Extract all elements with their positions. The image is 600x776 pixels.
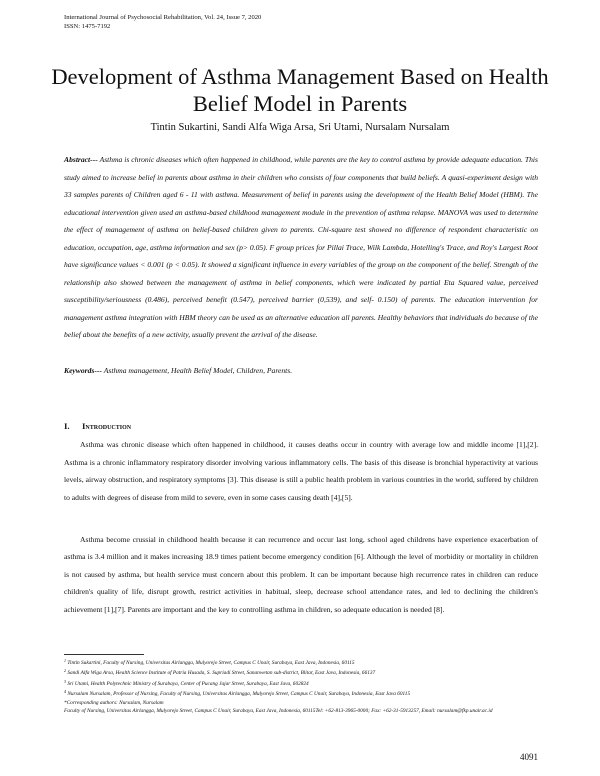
- page-number: 4091: [520, 752, 538, 762]
- footnotes: [64, 657, 538, 715]
- journal-issn: ISSN: 1475-7192: [64, 23, 111, 30]
- journal-header: [64, 13, 261, 31]
- footnote: $^2$ Sandi Alfa Wiga Arsa, Health Science Institute of Patria Husada, S. Supriadi Street, Sananwetan sub-district, Blitar, East Java, Indonesia, 66137: [64, 668, 376, 677]
- corresponding-author: *Corresponding authors: Nursalam, Nursalam: [64, 699, 164, 706]
- paper-title: Development of Asthma Management Based on Health Belief Model in Parents: [51, 64, 549, 116]
- section-title: Introduction: [82, 421, 132, 431]
- abstract: [64, 151, 538, 344]
- corresponding-address: Faculty of Nursing, Universitas Airlangga, Mulyorejo Street, Campus C Unair, Surabaya, East Java, Indonesia, 60115Tel: +62-813-3965-0000; Fax: +62-31-5913257, Email: nursalam@fkp.unair.ac.id: [64, 708, 493, 715]
- section-heading: [64, 420, 131, 432]
- footnote: $^1$ Tintin Sukartini, Faculty of Nursing, Universitas Airlangga, Mulyorejo Street, Campus C Unair, Surabaya, East Java, Indonesia, 60115: [64, 658, 355, 666]
- footnote: $^4$ Nursalam Nursalam, Professor of Nursing, Faculty of Nursing, Universitas Airlangga, Mulyorejo Street, Campus C Unair, Surabaya, Indonesia, East Java 60115: [64, 689, 411, 698]
- abstract-text: Asthma is chronic diseases which often happened in childhood, while parents are the key to control asthma by provide adequate education. This study aimed to increase belief in parents about asthma in their children who consists of four components that build beliefs. A quasi-experiment design with 33 samples parents of Children aged 6 - 11 with asthma. Measurement of belief in parents using the development of the Health Belief Model (HBM). The educational intervention given used an asthma-based childhood management module in the prevention of asthma relapse. MANOVA was used to determine the effect of management of asthma on belief-based children given to parents. Chi-square test showed no difference of respondent characteristic on education, occupation, age, asthma information and sex (p> 0.05). F group prices for Pillai Trace, Wilk Lambda, Hotelling's Trace, and Roy's Largest Root have significance values < 0.001 (p < 0.05). It showed a significant influence in every variables of the group on the component of the belief. Strength of the relationship also showed between the management of asthma in belief components, which were indicated by partial Eta Squared value, perceived susceptibility/seriousness (0.486), perceived benefit (0.547), perceived barrier (0,539), and self- 0.150) of parents. The education intervention for management asthma integration with HBM theory can be used as an alternative education all parents. Healthy behaviors that individuals do because of the belief about the benefits of a new activity, usually prevent the arrival of the disease.: [64, 155, 538, 340]
- footnote-divider: [64, 654, 144, 655]
- body-paragraph: Asthma become crussial in childhood health because it can recurrence and occur last long, school aged childrens have experience exacerbation of asthma is 3.4 million and it makes increasing 18.9 times patient become emergency condition [6]. Although the level of morbidity or mortality in children is not caused by asthma, but health service must concern about this problem. It can be important because high recurrence rates in children can reduce children's quality of life, disrupt growth, restrict activities in habitual, sleep, decrease school attendance rates, and led to declining the children's achievement [1],[7]. Parents are important and the key to controlling asthma in children, so adequate education is needed [8].: [64, 535, 538, 614]
- section-number: I.: [64, 421, 70, 431]
- author-list: Tintin Sukartini, Sandi Alfa Wiga Arsa, Sri Utami, Nursalam Nursalam: [150, 122, 450, 133]
- journal-citation: International Journal of Psychosocial Rehabilitation, Vol. 24, Issue 7, 2020: [64, 14, 262, 21]
- keywords-label: Keywords---: [64, 366, 102, 375]
- footnote: $^3$ Sri Utami, Health Polytechnic Ministry of Surabaya, Center of Pucang Jajar Street, Surabaya, East Java, 602824: [64, 678, 309, 687]
- keywords-text: Asthma management, Health Belief Model, Children, Parents.: [103, 366, 293, 375]
- body-paragraph: Asthma was chronic disease which often happened in childhood, it causes deaths occur in country with average low and middle income [1],[2]. Asthma is a chronic inflammatory respiratory disorder involving various inflammatory cells. The basis of this disease is bronchial hyperactivity at various levels, airway obstruction, and respiratory symptoms [3]. This disease is still a public health problem in various countries in the world, suffered by children to adults with degrees of disease from mild to severe, even in some cases causing death [4],[5].: [64, 440, 538, 502]
- abstract-label: Abstract---: [64, 155, 98, 164]
- keywords: [64, 364, 538, 378]
